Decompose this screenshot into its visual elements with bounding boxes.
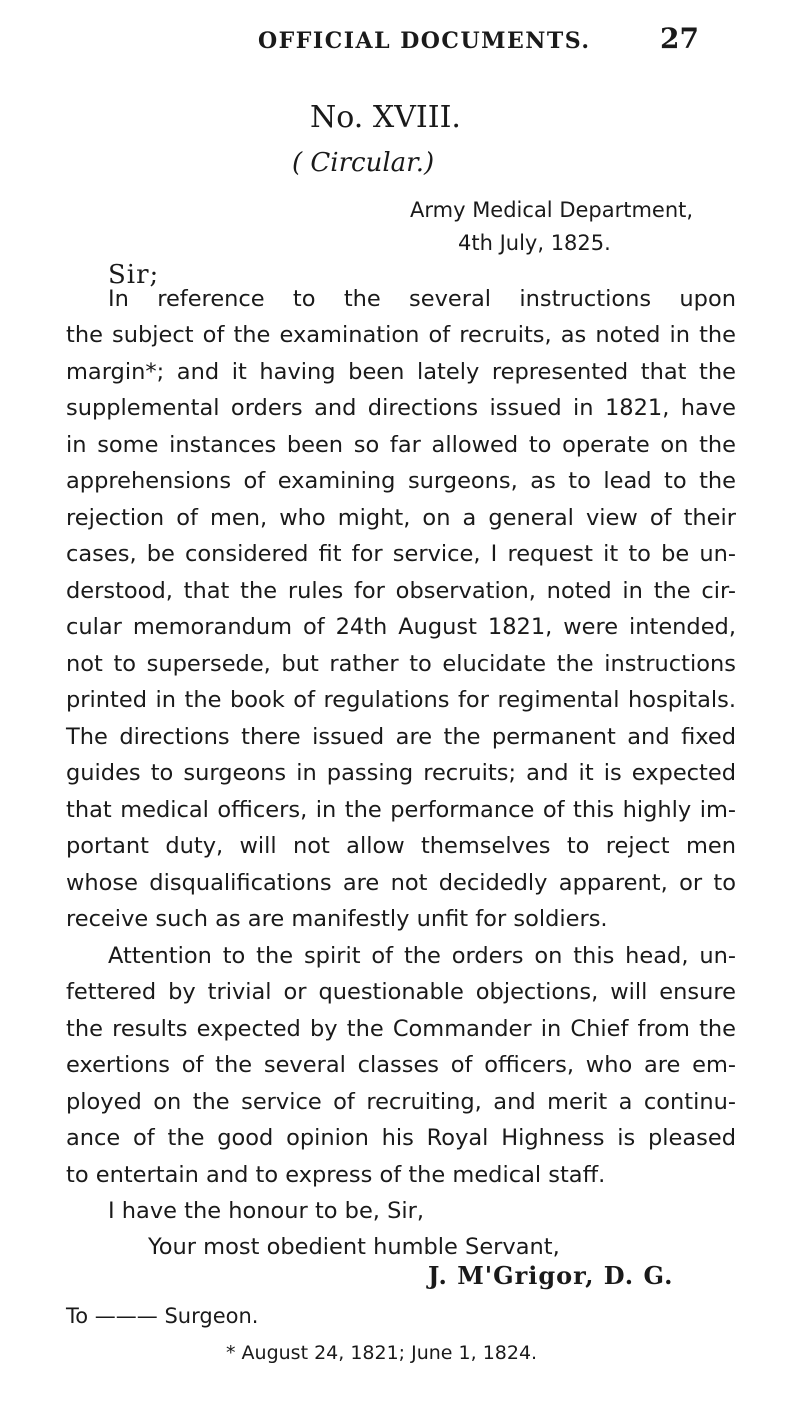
body-line: ance of the good opinion his Royal Highness is pleased [66,1125,736,1151]
body-line: ployed on the service of recruiting, and merit a continu- [66,1089,736,1115]
body-line: portant duty, will not allow themselves to reject men [66,833,736,859]
body-line: apprehensions of examining surgeons, as to lead to the [66,468,736,494]
sender-office: Army Medical Department, [410,198,694,222]
body-line: whose disqualifications are not decidedly apparent, or to [66,870,736,896]
document-type: ( Circular.) [292,148,435,178]
body-line: receive such as are manifestly unfit for soldiers. [66,906,608,932]
body-line: derstood, that the rules for observation, noted in the cir- [66,578,736,604]
body-line: In reference to the several instructions upon [108,286,736,312]
running-title: OFFICIAL DOCUMENTS. [258,28,591,54]
body-line: supplemental orders and directions issued in 1821, have [66,395,736,421]
body-line: rejection of men, who might, on a general view of their [66,505,736,531]
body-line: the results expected by the Commander in Chief from the [66,1016,736,1042]
body-line: in some instances been so far allowed to operate on the [66,432,736,458]
body-line: The directions there issued are the permanent and fixed [66,724,736,750]
salutation: Sir; [108,260,160,290]
footnote: * August 24, 1821; June 1, 1824. [226,1342,538,1364]
letter-date: 4th July, 1825. [458,231,611,255]
body-line: Attention to the spirit of the orders on this head, un- [108,943,736,969]
body-line: guides to surgeons in passing recruits; and it is expected [66,760,736,786]
body-line: cular memorandum of 24th August 1821, were intended, [66,614,736,640]
body-line: printed in the book of regulations for regimental hospitals. [66,687,736,713]
document-number: No. XVIII. [310,100,461,135]
body-line: cases, be considered fit for service, I request it to be un- [66,541,736,567]
addressee: To ——— Surgeon. [66,1304,259,1328]
body-line: margin*; and it having been lately represented that the [66,359,736,385]
body-line: the subject of the examination of recruits, as noted in the [66,322,736,348]
body-line: exertions of the several classes of officers, who are em- [66,1052,736,1078]
body-line: to entertain and to express of the medical staff. [66,1162,606,1188]
closing-line: Your most obedient humble Servant, [148,1234,560,1260]
body-line: that medical officers, in the performance of this highly im- [66,797,736,823]
page-number: 27 [660,22,699,55]
body-line: not to supersede, but rather to elucidate the instructions [66,651,736,677]
closing-line: I have the honour to be, Sir, [108,1198,425,1224]
signature: J. M'Grigor, D. G. [428,1261,674,1290]
body-line: fettered by trivial or questionable objections, will ensure [66,979,736,1005]
